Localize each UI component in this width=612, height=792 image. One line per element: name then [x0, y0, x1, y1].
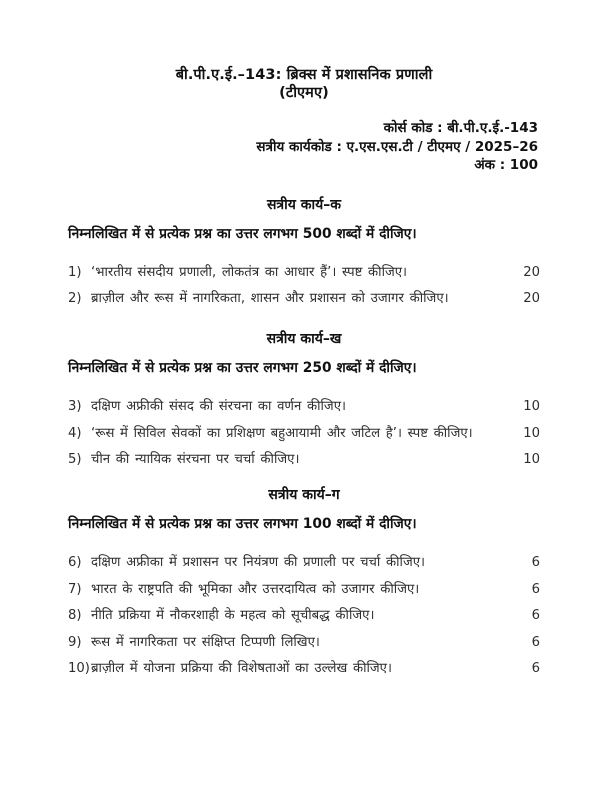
section-c-heading: सत्रीय कार्य–ग: [268, 487, 340, 503]
question-number: 4): [68, 425, 82, 441]
question-marks: 10: [523, 452, 540, 467]
section-c: [68, 485, 540, 677]
question-text: रूस में नागरिकता पर संक्षिप्त टिप्पणी लिखिए।: [91, 634, 320, 650]
section-a: [68, 195, 540, 308]
question-text: दक्षिण अफ्रीकी संसद की संरचना का वर्णन कीजिए।: [91, 399, 347, 414]
section-b-heading: सत्रीय कार्य–ख: [266, 331, 342, 347]
question-row: [68, 398, 540, 415]
assignment-code: सत्रीय कार्यकोड : ए.एस.एस.टी / टीएमए / 2025–26: [256, 138, 538, 155]
question-row: [68, 660, 540, 677]
question-marks: 20: [523, 291, 540, 306]
section-c-questions: [68, 554, 540, 677]
section-a-instruction: निम्नलिखित में से प्रत्येक प्रश्न का उत्तर लगभग 500 शब्दों में दीजिए।: [68, 225, 417, 242]
question-text: ‘भारतीय संसदीय प्रणाली, लोकतंत्र का आधार हैं’। स्पष्ट कीजिए।: [91, 264, 408, 280]
question-marks: 6: [531, 581, 540, 597]
question-marks: 10: [523, 399, 540, 414]
section-a-heading: सत्रीय कार्य–क: [266, 196, 342, 213]
question-number: 10): [68, 661, 90, 676]
question-number: 7): [68, 581, 82, 597]
section-c-instruction: निम्नलिखित में से प्रत्येक प्रश्न का उत्तर लगभग 100 शब्दों में दीजिए।: [68, 516, 417, 532]
question-row: [68, 264, 540, 281]
section-b-questions: [68, 398, 540, 468]
section-b: [68, 329, 540, 468]
question-text: नीति प्रक्रिया में नौकरशाही के महत्व को सूचीबद्ध कीजिए।: [91, 608, 375, 623]
question-marks: 10: [523, 425, 540, 441]
meta-block: [68, 119, 540, 175]
question-text: ब्राज़ील में योजना प्रक्रिया की विशेषताओं का उल्लेख कीजिए।: [91, 661, 392, 676]
question-text: चीन की न्यायिक संरचना पर चर्चा कीजिए।: [91, 452, 300, 467]
question-text: दक्षिण अफ्रीका में प्रशासन पर नियंत्रण की प्रणाली पर चर्चा कीजिए।: [91, 555, 426, 570]
question-number: 9): [68, 634, 82, 650]
question-row: [68, 290, 540, 307]
question-marks: 20: [523, 264, 540, 280]
question-row: [68, 581, 540, 598]
question-marks: 6: [531, 634, 540, 650]
question-number: 2): [68, 291, 82, 306]
question-marks: 6: [531, 555, 540, 570]
question-number: 8): [68, 608, 82, 623]
total-marks: अंक : 100: [474, 157, 538, 173]
question-text: ब्राज़ील और रूस में नागरिकता, शासन और प्रशासन को उजागर कीजिए।: [91, 291, 449, 306]
question-number: 1): [68, 264, 82, 280]
question-row: [68, 554, 540, 571]
question-text: भारत के राष्ट्रपति की भूमिका और उत्तरदायित्व को उजागर कीजिए।: [91, 581, 420, 597]
question-row: [68, 634, 540, 651]
question-number: 3): [68, 399, 82, 414]
question-number: 5): [68, 452, 82, 467]
question-row: [68, 607, 540, 624]
question-row: [68, 425, 540, 442]
section-b-instruction: निम्नलिखित में से प्रत्येक प्रश्न का उत्तर लगभग 250 शब्दों में दीजिए।: [68, 360, 417, 376]
question-row: [68, 451, 540, 468]
question-marks: 6: [531, 608, 540, 623]
question-marks: 6: [531, 661, 540, 676]
assignment-type-line: (टीएमए): [279, 85, 329, 101]
question-text: ‘रूस में सिविल सेवकों का प्रशिक्षण बहुआयामी और जटिल है’। स्पष्ट कीजिए।: [91, 425, 473, 441]
course-code: कोर्स कोड : बी.पी.ए.ई.-143: [383, 120, 538, 136]
page-title: [68, 66, 540, 102]
section-a-questions: [68, 264, 540, 308]
course-title-line: बी.पी.ए.ई.–143: ब्रिक्स में प्रशासनिक प्रणाली: [175, 67, 433, 83]
question-number: 6): [68, 555, 82, 570]
